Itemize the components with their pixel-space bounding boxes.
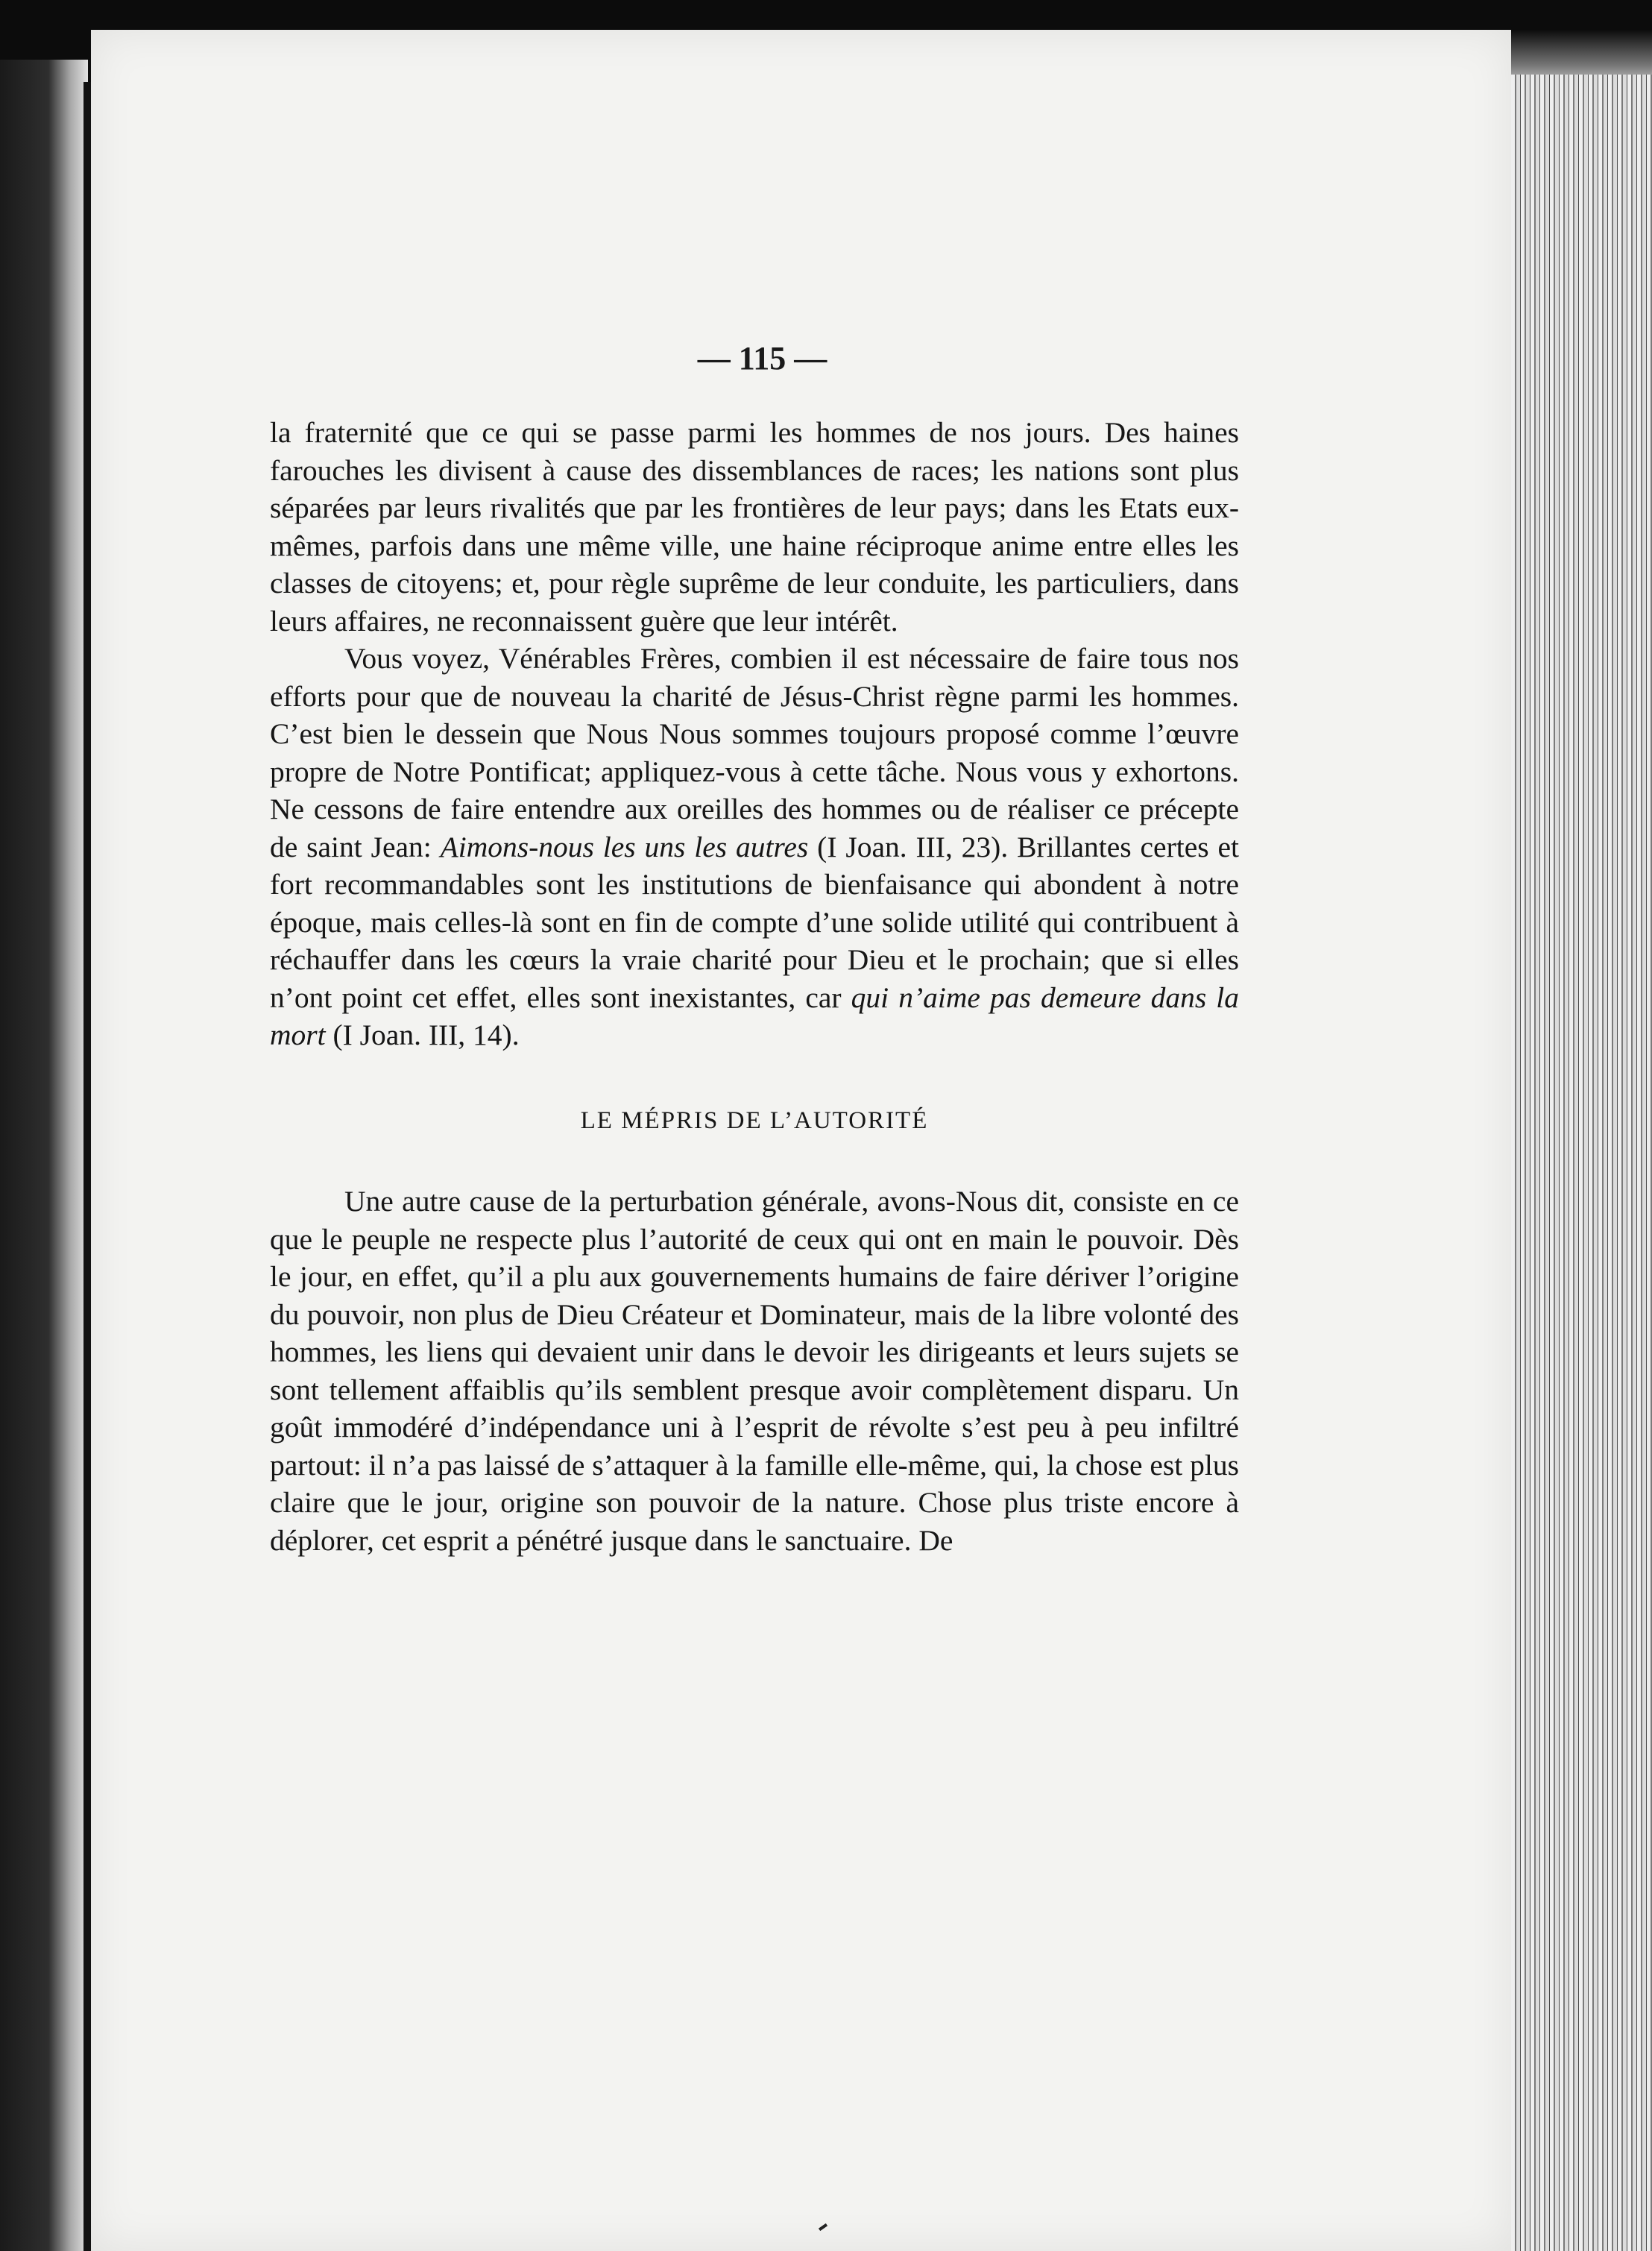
charite-text-2: (I Joan. III, 23). Brillantes certes et fort recommandables sont les institutions de bienfaisance qui abondent à notre époque, mais celles-là sont en fin de compte d’une solide utilité qui contribuent à réchauffer dans les cœurs la vraie charité pour Dieu et le prochain; que si elles n’ont point cet effet, elles sont inexistantes, car <box>270 830 1239 1014</box>
charite-text-1: Vous voyez, Vénérables Frères, combien il est nécessaire de faire tous nos efforts pour que de nouveau la charité de Jésus-Christ règne parmi les hommes. C’est bien le dessein que Nous Nous sommes toujours proposé comme l’œuvre propre de Notre Pontificat; appliquez-vous à cette tâche. Nous vous y exhortons. Ne cessons de faire entendre aux oreilles des hommes ou de réaliser ce précepte de saint Jean: <box>270 642 1239 863</box>
left-page-gutter <box>0 60 88 2251</box>
paragraph-charite <box>270 640 1239 1054</box>
paragraph-autorite: Une autre cause de la perturbation générale, avons-Nous dit, consiste en ce que le peuple ne respecte plus l’autorité de ceux qui ont en main le pouvoir. Dès le jour, en effet, qu’il a plu aux gouvernements humains de faire dériver l’origine du pouvoir, non plus de Dieu Créateur et Dominateur, mais de la libre volonté des hommes, les liens qui devaient unir dans le devoir les dirigeants et leurs sujets se sont tellement affaiblis qu’ils semblent presque avoir complètement disparu. Un goût immodéré d’indépendance uni à l’esprit de révolte s’est peu à peu infiltré partout: il n’a pas laissé de s’attaquer à la famille elle-même, qui, la chose est plus claire que le jour, origine son pouvoir de la nature. Chose plus triste encore à déplorer, cet esprit a pénétré jusque dans le sanctuaire. De <box>270 1185 1239 1557</box>
page-body <box>270 414 1239 1559</box>
paragraph-fraternite: la fraternité que ce qui se passe parmi les hommes de nos jours. Des haines farouches les divisent à cause des dissemblances de races; les nations sont plus séparées par leurs rivalités que par les frontières de leur pays; dans les Etats eux-mêmes, parfois dans une même ville, une haine réciproque anime entre elles les classes de citoyens; et, pour règle suprême de leur conduite, les particuliers, dans leurs affaires, ne reconnaissent guère que leur intérêt. <box>270 416 1239 637</box>
page-number: — 115 — <box>697 340 827 377</box>
binding-shadow <box>83 82 91 2251</box>
section-heading: LE MÉPRIS DE L’AUTORITÉ <box>580 1106 929 1134</box>
charite-text-3: (I Joan. III, 14). <box>325 1019 520 1051</box>
quote-qui-n-aime-pas: qui n’aime pas demeure dans la mort <box>270 980 1240 1051</box>
page-edge-stack <box>1511 75 1652 2251</box>
quote-aimons-nous: Aimons-nous les uns les autres <box>440 830 809 863</box>
